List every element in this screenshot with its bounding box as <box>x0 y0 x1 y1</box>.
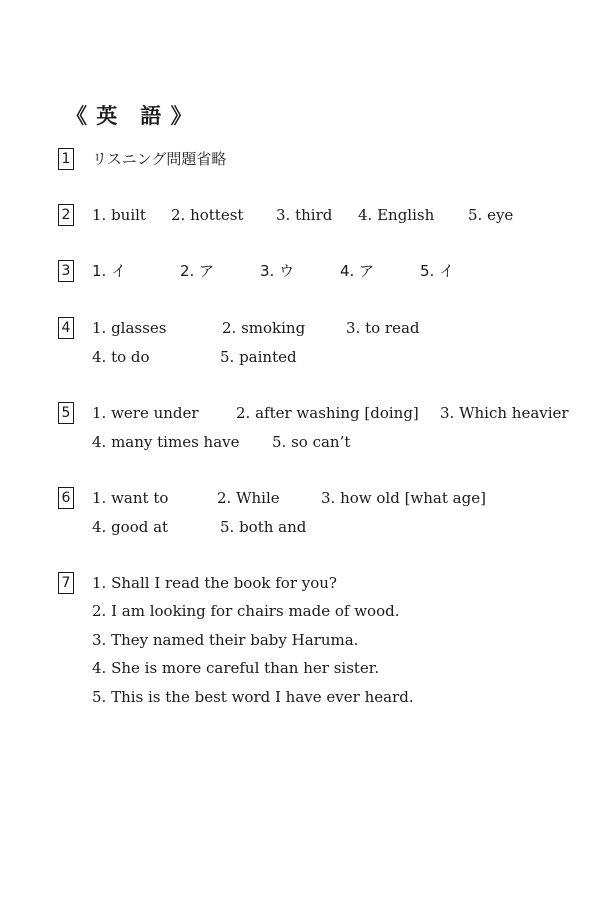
section-number-5: 5 <box>58 402 74 424</box>
answer-item: 4. many times have <box>92 433 240 451</box>
answer-item: 2. ア <box>180 262 215 280</box>
answer-item: 5. so can’t <box>272 433 351 451</box>
answer-item: 2. hottest <box>171 206 244 224</box>
answer-sentence: 2. I am looking for chairs made of wood. <box>92 602 400 620</box>
answer-item: 1. glasses <box>92 319 167 337</box>
section-number-2: 2 <box>58 204 74 226</box>
answer-item: 3. ウ <box>260 262 295 280</box>
answer-item: 5. painted <box>220 348 297 366</box>
answer-item: 1. were under <box>92 404 199 422</box>
answer-item: 3. how old [what age] <box>321 489 486 507</box>
answer-item: 1. イ <box>92 262 127 280</box>
answer-item: 4. ア <box>340 262 375 280</box>
answer-item: 4. English <box>358 206 435 224</box>
answer-item: 3. to read <box>346 319 420 337</box>
answer-item: 3. third <box>276 206 333 224</box>
answer-item: 4. good at <box>92 518 169 536</box>
answer-item: 4. to do <box>92 348 150 366</box>
section-number-3: 3 <box>58 260 74 282</box>
answer-item: 5. both and <box>220 518 307 536</box>
answer-item: 2. smoking <box>222 319 306 337</box>
answer-sentence: 1. Shall I read the book for you? <box>92 574 337 592</box>
section-number-6: 6 <box>58 487 74 509</box>
answer-sentence: 5. This is the best word I have ever heard. <box>92 688 414 706</box>
answer-sentence: 4. She is more careful than her sister. <box>92 659 380 677</box>
answer-item: 2. after washing [doing] <box>236 404 419 422</box>
section-number-4: 4 <box>58 317 74 339</box>
answer-sentence: 3. They named their baby Haruma. <box>92 631 359 649</box>
answer-item: 5. イ <box>420 262 455 280</box>
section-number-1: 1 <box>58 148 74 170</box>
answer-item: 1. want to <box>92 489 169 507</box>
section-number-7: 7 <box>58 572 74 594</box>
answer-item: 3. Which heavier <box>440 404 569 422</box>
answer-item: 2. While <box>217 489 280 507</box>
section-1-text: リスニング問題省略 <box>92 150 227 168</box>
answer-item: 1. built <box>92 206 146 224</box>
answer-item: 5. eye <box>468 206 514 224</box>
page-title: 《 英 語 》 <box>66 103 193 128</box>
